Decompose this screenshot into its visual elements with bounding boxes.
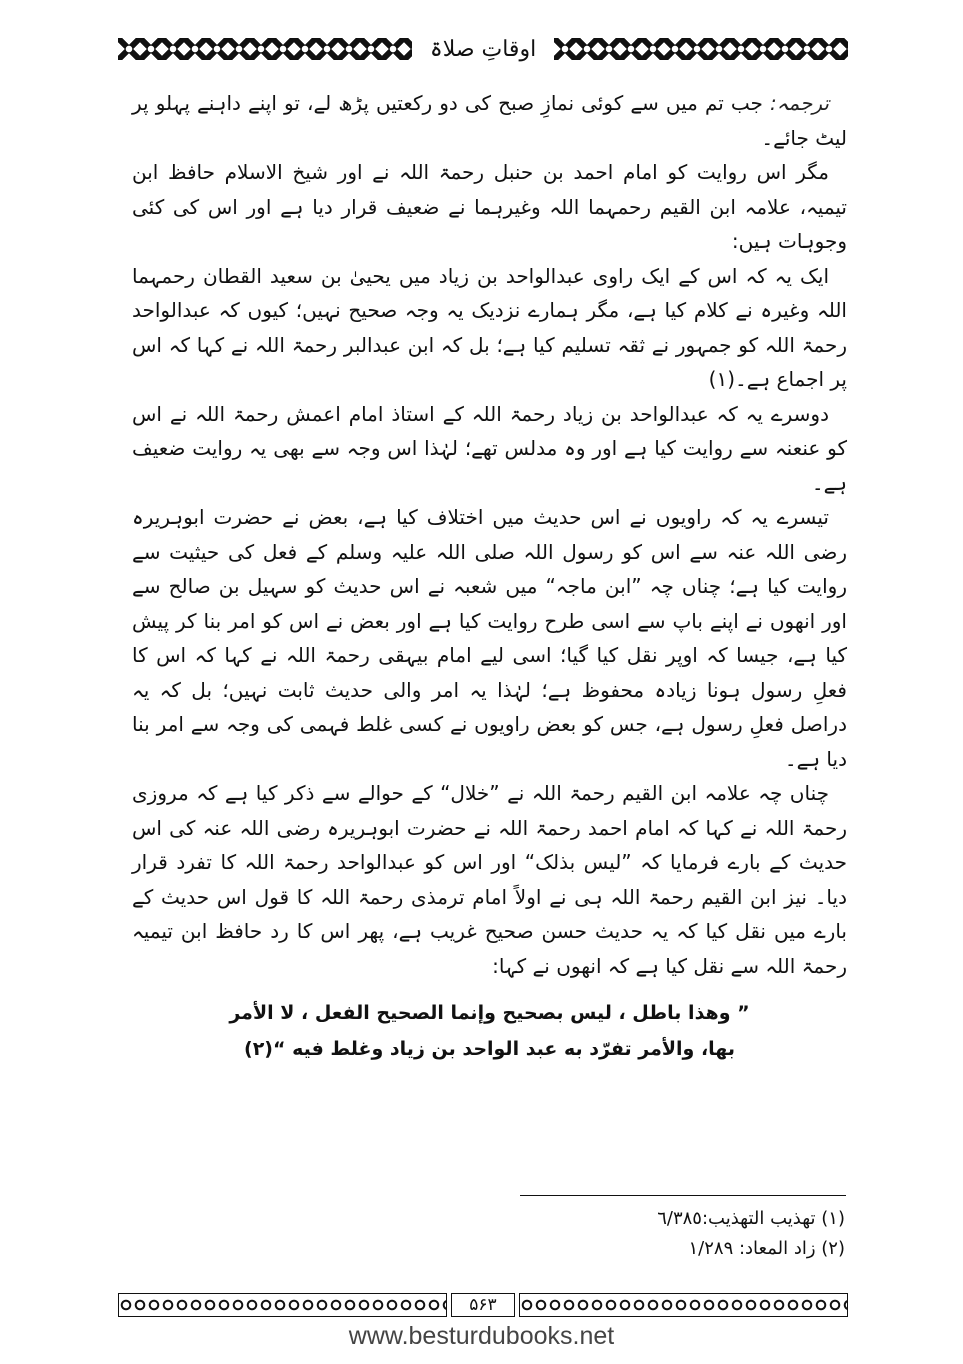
- translation-text: جب تم میں سے کوئی نمازِ صبح کی دو رکعتیں پڑھ لے، تو اپنے داہنے پہلو پر لیٹ جائے۔: [132, 91, 847, 150]
- paragraph-2: مگر اس روایت کو امام احمد بن حنبل رحمۃ اللہ نے اور شیخ الاسلام حافظ ابن تیمیہ، علامہ ابن القیم رحمہما اللہ وغیرہما نے ضعیف قرار دیا ہے اور اس کی کئی وجوہات ہیں:: [132, 160, 847, 253]
- footer-ornament-left: [118, 1293, 447, 1317]
- paragraph-5: تیسرے یہ کہ راویوں نے اس حدیث میں اختلاف کیا ہے، بعض نے حضرت ابوہریرہ رضی اللہ عنہ سے اس کو رسول اللہ صلی اللہ علیہ وسلم کے فعل کی حیثیت سے روایت کیا ہے؛ چناں چہ ”ابن ماجہ“ میں شعبہ نے اس حدیث کو سہیل بن صالح سے اور انھوں نے اپنے باپ سے اسی طرح روایت کیا ہے اور بعض نے اس کو امر بنا کر پیش کیا ہے، جیسا کہ اوپر نقل کیا گیا؛ اسی لیے امام بیہقی رحمۃ اللہ نے کہا کہ اس کا فعلِ رسول ہونا زیادہ محفوظ ہے؛ لہٰذا یہ امر والی حدیث ثابت نہیں؛ بل کہ یہ دراصل فعلِ رسول ہے، جس کو بعض راویوں نے کسی غلط فہمی کی وجہ سے امر بنا دیا ہے۔: [132, 505, 847, 771]
- website-watermark[interactable]: www.besturdubooks.net: [348, 1322, 615, 1350]
- main-text: [132, 86, 847, 1067]
- footnotes: [515, 1204, 845, 1264]
- running-header: [118, 32, 848, 66]
- footnote-2: (۲) زاد المعاد: ١/٢٨٩: [688, 1238, 845, 1259]
- footer-ornament-right: [519, 1293, 848, 1317]
- translation-label: ترجمہ:: [770, 91, 829, 115]
- arabic-quote-line-1: ” وهذا باطل ، ليس بصحيح وإنما الصحيح الفعل ، لا الأمر: [229, 1002, 750, 1024]
- paragraph-6: چناں چہ علامہ ابن القیم رحمۃ اللہ نے ”خلال“ کے حوالے سے ذکر کیا ہے کہ مروزی رحمۃ اللہ نے کہا کہ امام احمد رحمۃ اللہ نے حضرت ابوہریرہ رضی اللہ عنہ کی اس حدیث کے بارے فرمایا کہ ”لیس بذلک“ اور اس کو عبدالواحد رحمۃ اللہ کا تفرد قرار دیا۔ نیز ابن القیم رحمۃ اللہ ہی نے اولاً امام ترمذی رحمۃ اللہ کا قول اس حدیث کے بارے میں نقل کیا کہ یہ حدیث حسن صحیح غریب ہے، پھر اس کا رد حافظ ابن تیمیہ رحمۃ اللہ سے نقل کیا ہے کہ انھوں نے کہا:: [132, 781, 847, 978]
- paragraph-3: ایک یہ کہ اس کے ایک راوی عبدالواحد بن زیاد میں یحییٰ بن سعید القطان رحمہما اللہ وغیرہ نے کلام کیا ہے، مگر ہمارے نزدیک یہ وجہ صحیح نہیں؛ کیوں کہ عبدالواحد رحمۃ اللہ کو جمہور نے ثقہ تسلیم کیا ہے؛ بل کہ ابن عبدالبر رحمۃ اللہ نے کہا کہ اس پر اجماع ہے۔(۱): [132, 263, 847, 391]
- footnote-1: (۱) تهذيب التهذيب:٦/٣٨٥: [657, 1208, 845, 1229]
- footnote-divider: [520, 1195, 846, 1196]
- header-title: اوقاتِ صلاۃ: [429, 36, 537, 62]
- arabic-quote: [132, 995, 847, 1067]
- paragraph-4: دوسرے یہ کہ عبدالواحد بن زیاد رحمۃ اللہ کے استاذ امام اعمش رحمۃ اللہ نے اس کو عنعنہ سے روایت کیا ہے اور وہ مدلس تھے؛ لہٰذا اس وجہ سے بھی یہ روایت ضعیف ہے۔: [132, 401, 847, 495]
- header-ornament-left: [118, 38, 412, 60]
- page-number: ۵۶۳: [451, 1293, 515, 1317]
- page-footer: [118, 1292, 848, 1318]
- header-ornament-right: [554, 38, 848, 60]
- translation-paragraph: [132, 86, 847, 155]
- arabic-quote-line-2: بها، والأمر تفرّد به عبد الواحد بن زياد وغلط فيه “(۲): [244, 1038, 735, 1060]
